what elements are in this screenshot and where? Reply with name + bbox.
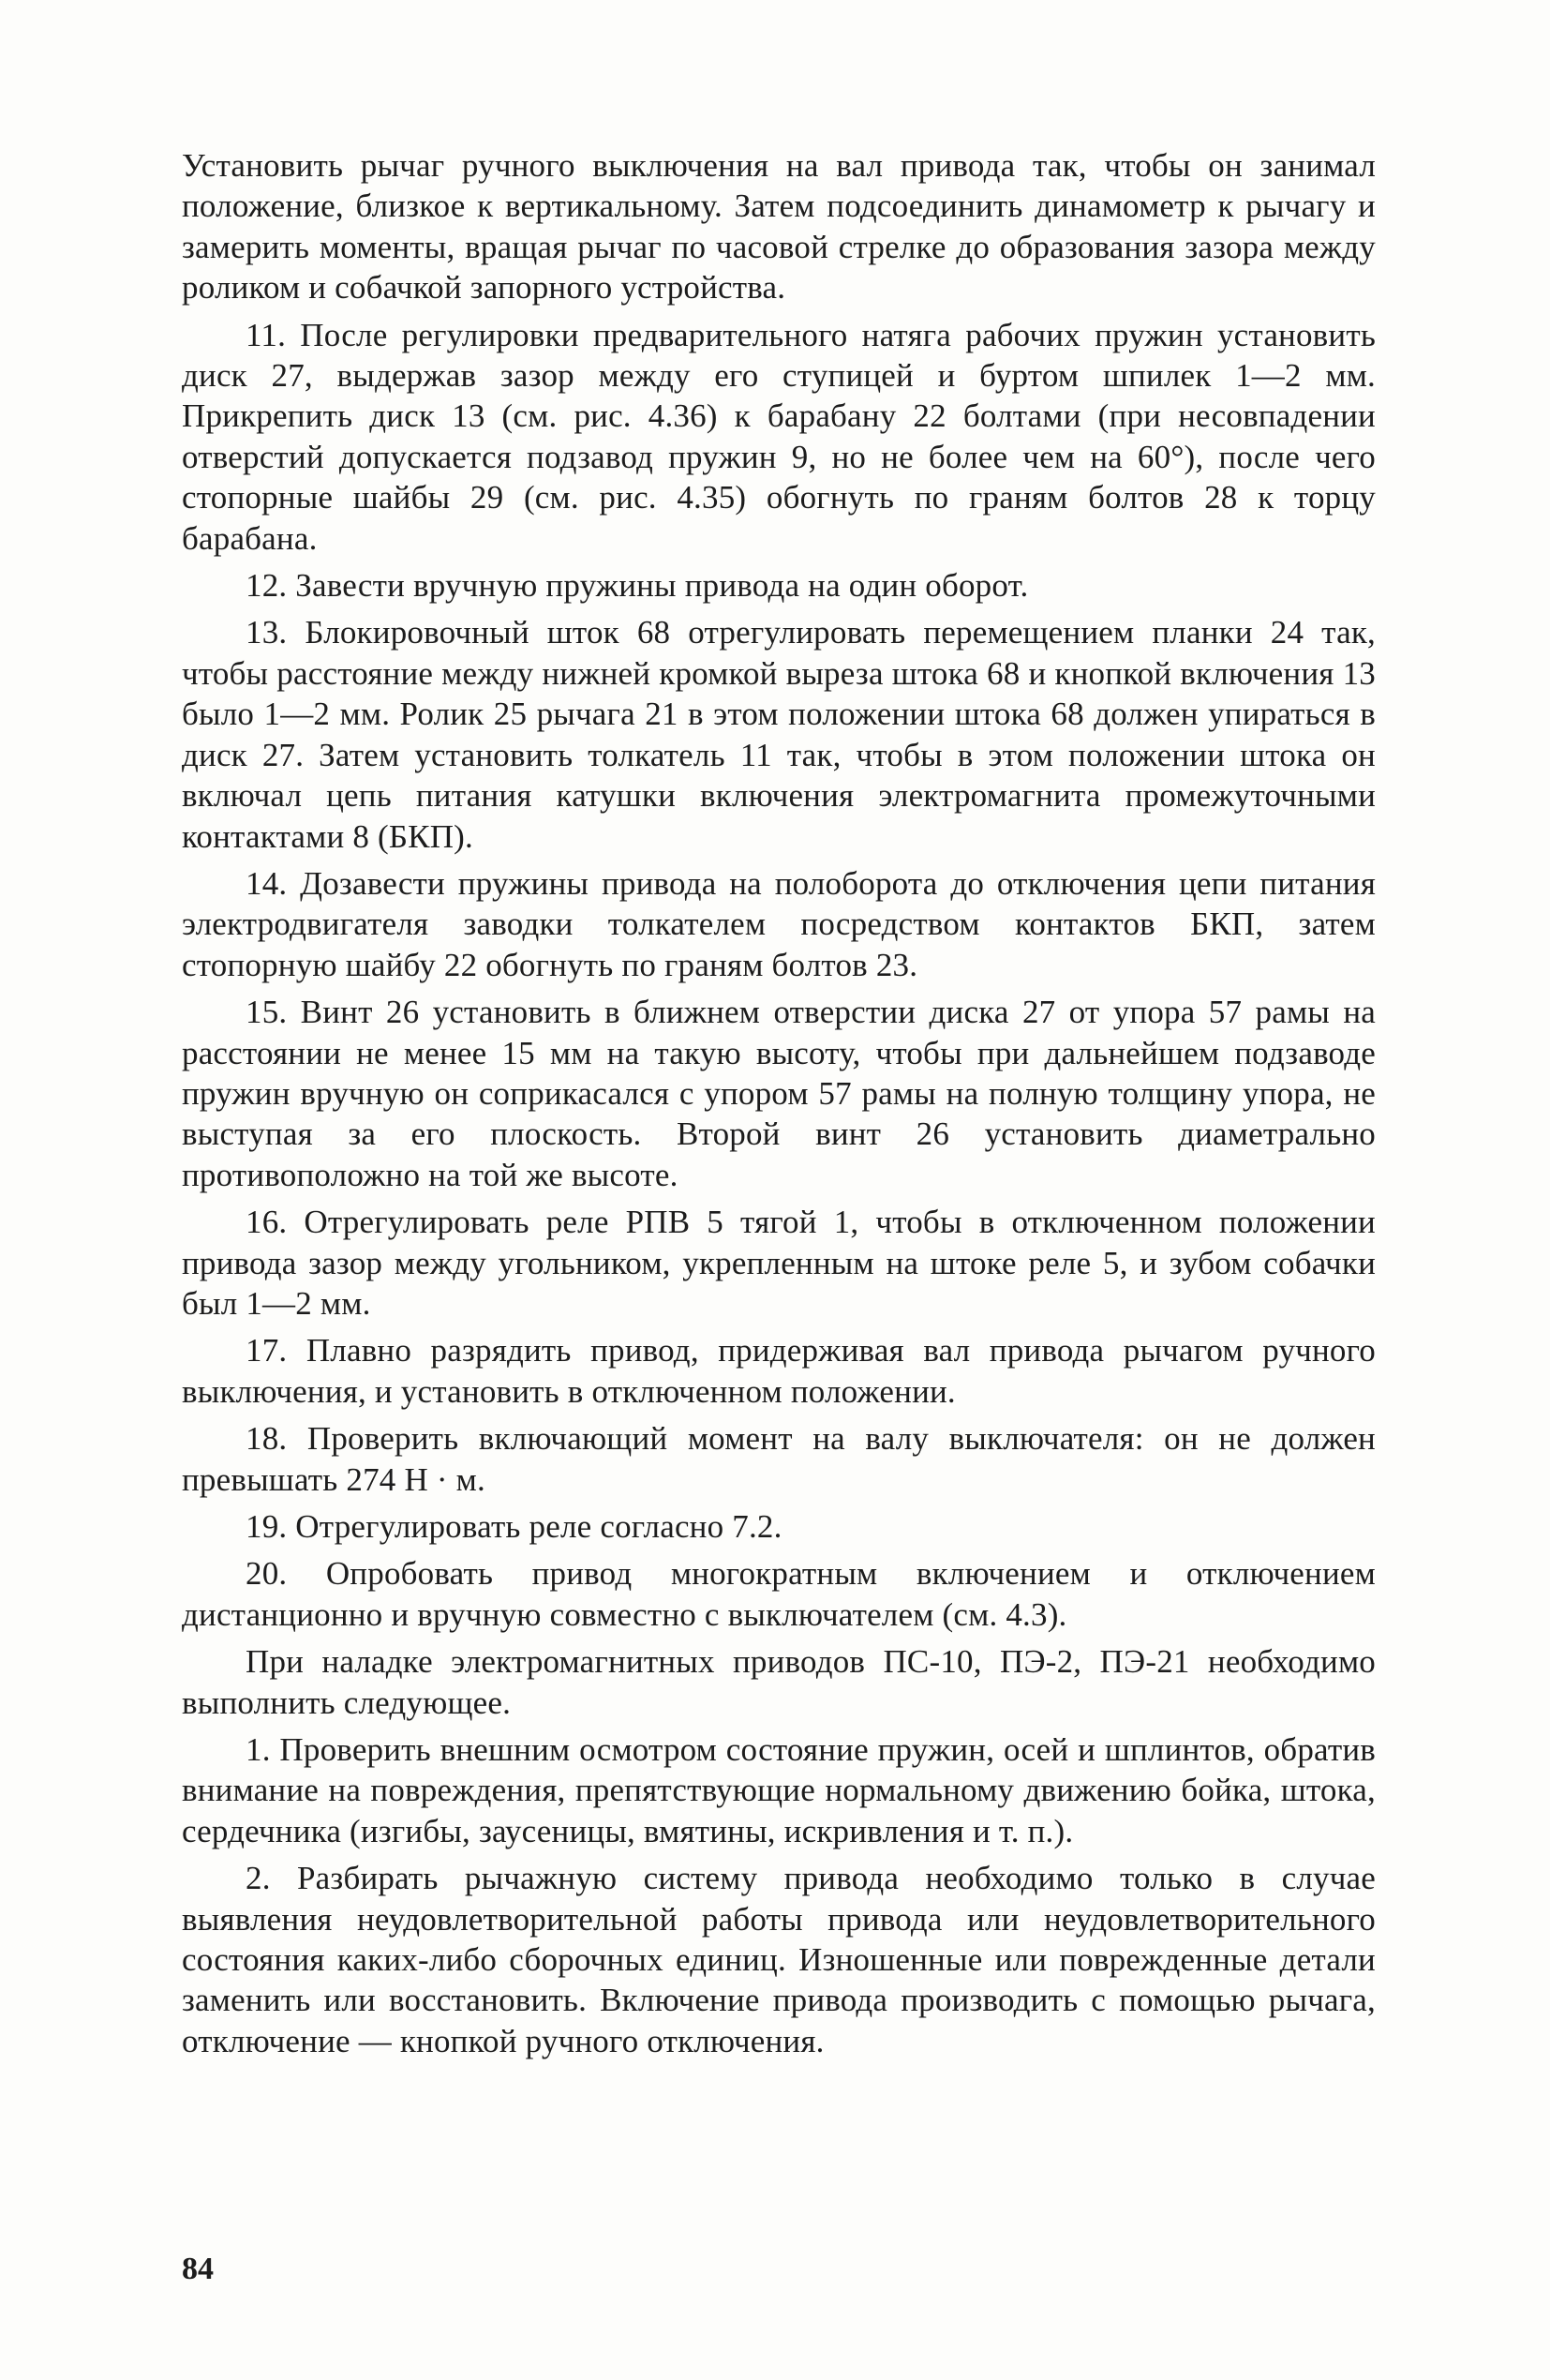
- paragraph-item-12: 12. Завести вручную пружины привода на один оборот.: [246, 567, 1029, 605]
- paragraph-item-11: 11. После регулировки предварительного натяга рабочих пружин установить диск 27, выдержав зазор между его ступицей и буртом шпилек 1—2 мм. Прикрепить диск 13 (см. рис. 4.36) к барабану 22 болтами (при несовпадении отверстий допускается подзавод пружин 9, но не более чем на 60°), после чего стопорные шайбы 29 (см. рис. 4.35) обогнуть по граням болтов 28 к торцу барабана.: [182, 316, 1376, 557]
- paragraph-item-15: 15. Винт 26 установить в ближнем отверстии диска 27 от упора 57 рамы на расстоянии не менее 15 мм на такую высоту, чтобы при дальнейшем подзаводе пружин вручную он соприкасался с упором 57 рамы на полную толщину упора, не выступая за его плоскость. Второй винт 26 установить диаметрально противоположно на той же высоте.: [182, 994, 1376, 1193]
- paragraph-step-2: 2. Разбирать рычажную систему привода необходимо только в случае выявления неудовлетворительной работы привода или неудовлетворительного состояния каких-либо сборочных единиц. Изношенные или поврежденные детали заменить или восстановить. Включение привода производить с помощью рычага, отключение — кнопкой ручного отключения.: [182, 1860, 1376, 2059]
- paragraph-item-19: 19. Отрегулировать реле согласно 7.2.: [246, 1508, 782, 1545]
- paragraph-item-14: 14. Дозавести пружины привода на полоборота до отключения цепи питания электродвигателя заводки толкателем посредством контактов БКП, затем стопорную шайбу 22 обогнуть по граням болтов 23.: [182, 864, 1376, 983]
- paragraph-step-1: 1. Проверить внешним осмотром состояние пружин, осей и шплинтов, обратив внимание на повреждения, препятствующие нормальному движению бойка, штока, сердечника (изгибы, заусеницы, вмятины, искривления и т. п.).: [182, 1731, 1376, 1849]
- paragraph-item-18: 18. Проверить включающий момент на валу выключателя: он не должен превышать 274 Н · м.: [182, 1420, 1376, 1498]
- paragraph-section-intro: При наладке электромагнитных приводов ПС-10, ПЭ-2, ПЭ-21 необходимо выполнить следующее.: [182, 1643, 1376, 1721]
- paragraph-item-16: 16. Отрегулировать реле РПВ 5 тягой 1, чтобы в отключенном положении привода зазор между угольником, укрепленным на штоке реле 5, и зубом собачки был 1—2 мм.: [182, 1204, 1376, 1322]
- body-text: [182, 145, 1376, 2068]
- paragraph-intro: Установить рычаг ручного выключения на вал привода так, чтобы он занимал положение, близкое к вертикальному. Затем подсоединить динамометр к рычагу и замерить моменты, вращая рычаг по часовой стрелке до образования зазора между роликом и собачкой запорного устройства.: [182, 147, 1376, 307]
- paragraph-item-20: 20. Опробовать привод многократным включением и отключением дистанционно и вручную совместно с выключателем (см. 4.3).: [182, 1555, 1376, 1633]
- page-number: 84: [182, 2252, 214, 2286]
- paragraph-item-13: 13. Блокировочный шток 68 отрегулировать перемещением планки 24 так, чтобы расстояние между нижней кромкой выреза штока 68 и кнопкой включения 13 было 1—2 мм. Ролик 25 рычага 21 в этом положении штока 68 должен упираться в диск 27. Затем установить толкатель 11 так, чтобы в этом положении штока он включал цепь питания катушки включения электромагнита промежуточными контактами 8 (БКП).: [182, 614, 1376, 855]
- paragraph-item-17: 17. Плавно разрядить привод, придерживая вал привода рычагом ручного выключения, и установить в отключенном положении.: [182, 1332, 1376, 1410]
